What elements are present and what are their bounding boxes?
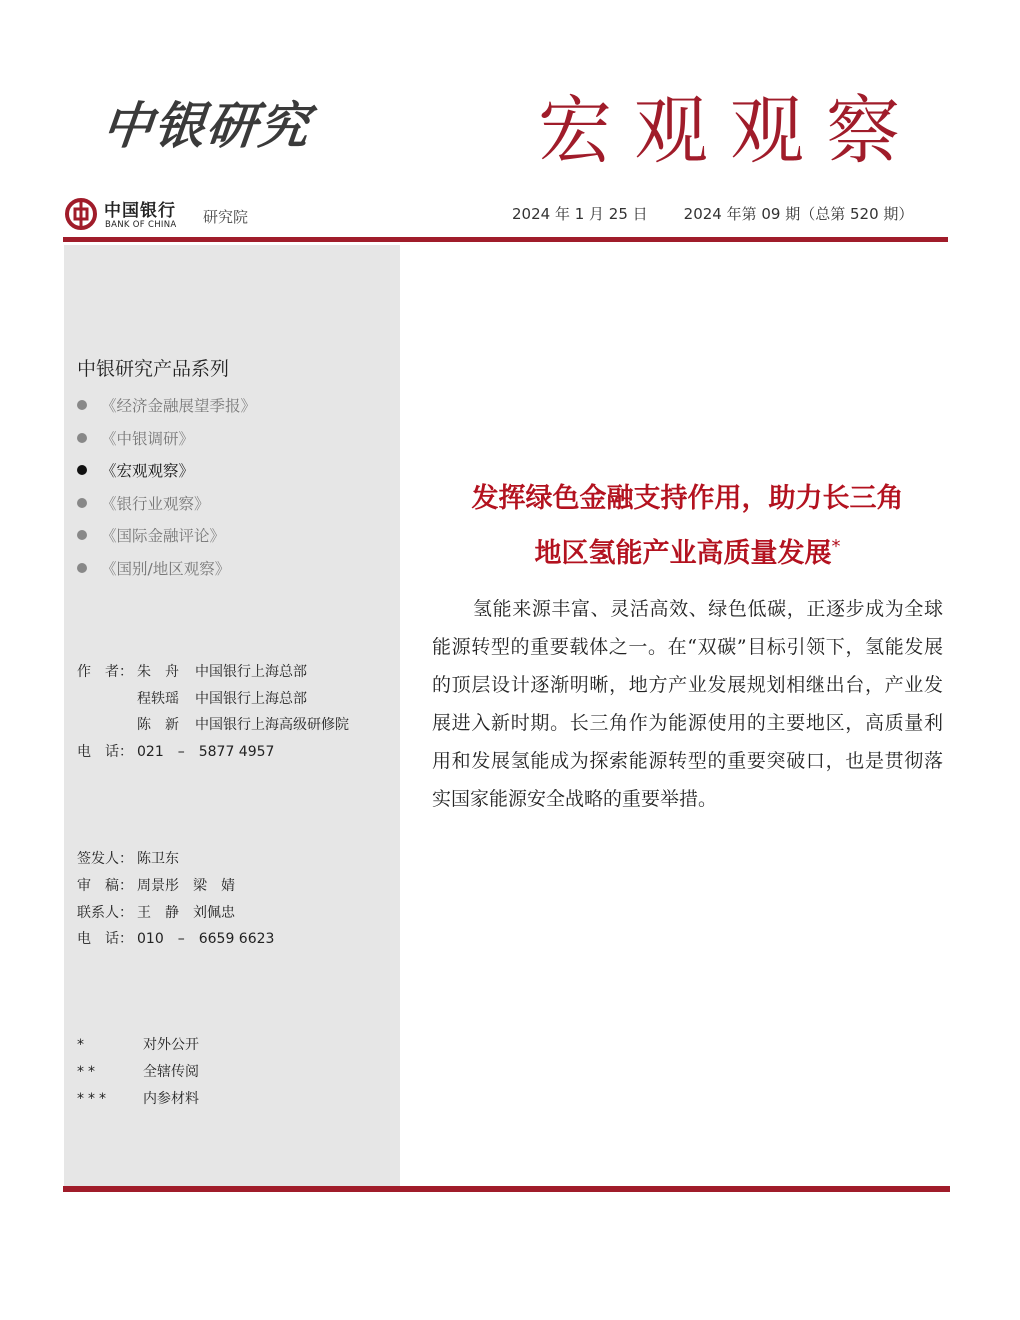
series-item-label: 《宏观观察》 — [101, 462, 195, 481]
confidentiality-legend — [77, 1036, 199, 1117]
bottom-divider — [63, 1186, 950, 1192]
series-item-label: 《中银调研》 — [101, 429, 195, 448]
article-summary: 氢能来源丰富、灵活高效、绿色低碳，正逐步成为全球能源转型的重要载体之一。在“双碳”目标引领下，氢能发展的顶层设计逐渐明晰，地方产业发展规划相继出台，产业发展进入新时期。长三角作为能源使用的主要地区，高质量利用和发展氢能成为探索能源转型的重要突破口，也是贯彻落实国家能源安全战略的重要举措。 — [432, 598, 943, 810]
signer-row — [77, 850, 274, 877]
signer-name: 陈卫东 — [137, 851, 179, 867]
phone-number: 010 – 6659 6623 — [137, 931, 275, 948]
author-name: 朱 舟 — [137, 664, 179, 680]
author-org: 中国银行上海总部 — [195, 690, 307, 707]
contact-row — [77, 904, 274, 931]
series-item — [77, 459, 256, 492]
bullet-icon — [77, 433, 87, 443]
reviewer-label: 审 稿： — [77, 877, 133, 894]
phone-label: 电 话： — [77, 931, 133, 948]
confidentiality-row — [77, 1090, 199, 1117]
series-item — [77, 427, 256, 460]
series-item — [77, 394, 256, 427]
reviewer-names: 周景彤 梁 婧 — [137, 877, 235, 894]
author-row — [77, 716, 349, 743]
signer-label: 签发人： — [77, 851, 133, 867]
bullet-icon — [77, 465, 87, 475]
confidentiality-label: 对外公开 — [143, 1037, 199, 1053]
contact-block — [77, 850, 274, 957]
contact-names: 王 静 刘佩忠 — [137, 904, 235, 921]
confidentiality-stars: * — [77, 1037, 88, 1053]
author-name: 程轶瑶 — [137, 690, 179, 707]
phone-row — [77, 930, 274, 957]
author-phone: 021 – 5877 4957 — [137, 743, 275, 760]
author-row — [77, 690, 349, 717]
bullet-icon — [77, 400, 87, 410]
series-list — [77, 394, 256, 590]
bullet-icon — [77, 563, 87, 573]
issue-number: 2024 年第 09 期（总第 520 期） — [683, 205, 914, 223]
confidentiality-row — [77, 1036, 199, 1063]
series-item — [77, 492, 256, 525]
author-row — [77, 663, 349, 690]
series-title: 中银研究产品系列 — [77, 358, 230, 380]
confidentiality-label: 内参材料 — [143, 1091, 199, 1107]
top-divider — [63, 237, 948, 242]
series-item-label: 《经济金融展望季报》 — [101, 397, 257, 415]
bank-of-china-logo-icon — [65, 198, 97, 230]
author-org: 中国银行上海总部 — [195, 664, 307, 680]
article-title — [410, 475, 965, 578]
confidentiality-stars: ** — [77, 1064, 99, 1080]
author-org: 中国银行上海高级研修院 — [195, 717, 349, 733]
series-item-label: 《银行业观察》 — [101, 494, 210, 513]
author-block — [77, 663, 349, 769]
reviewer-row — [77, 877, 274, 904]
contact-label: 联系人： — [77, 904, 133, 921]
author-phone-label: 电 话： — [77, 743, 133, 760]
series-item — [77, 557, 256, 590]
series-item — [77, 524, 256, 557]
author-name: 陈 新 — [137, 717, 179, 733]
logo-chinese-name: 中国银行 — [104, 201, 176, 221]
bullet-icon — [77, 498, 87, 508]
series-item-label: 《国际金融评论》 — [101, 527, 226, 546]
publish-date: 2024 年 1 月 25 日 — [512, 205, 648, 223]
article-title-line: 发挥绿色金融支持作用，助力长三角 — [471, 483, 904, 514]
article-title-line: 地区氢能产业高质量发展* — [534, 536, 841, 569]
issue-date-line — [512, 203, 913, 224]
author-label: 作 者： — [77, 664, 133, 680]
bullet-icon — [77, 530, 87, 540]
title-footnote-mark: * — [831, 536, 841, 557]
department-label: 研究院 — [203, 208, 249, 226]
confidentiality-row — [77, 1063, 199, 1090]
publication-title: 宏观观察 — [538, 88, 922, 174]
logo-english-name: BANK OF CHINA — [105, 220, 177, 230]
author-phone-row — [77, 743, 349, 770]
brand-calligraphy-logo: 中银研究 — [99, 96, 314, 155]
confidentiality-label: 全辖传阅 — [143, 1064, 199, 1080]
confidentiality-stars: *** — [77, 1091, 110, 1107]
series-item-label: 《国别/地区观察》 — [101, 559, 231, 578]
